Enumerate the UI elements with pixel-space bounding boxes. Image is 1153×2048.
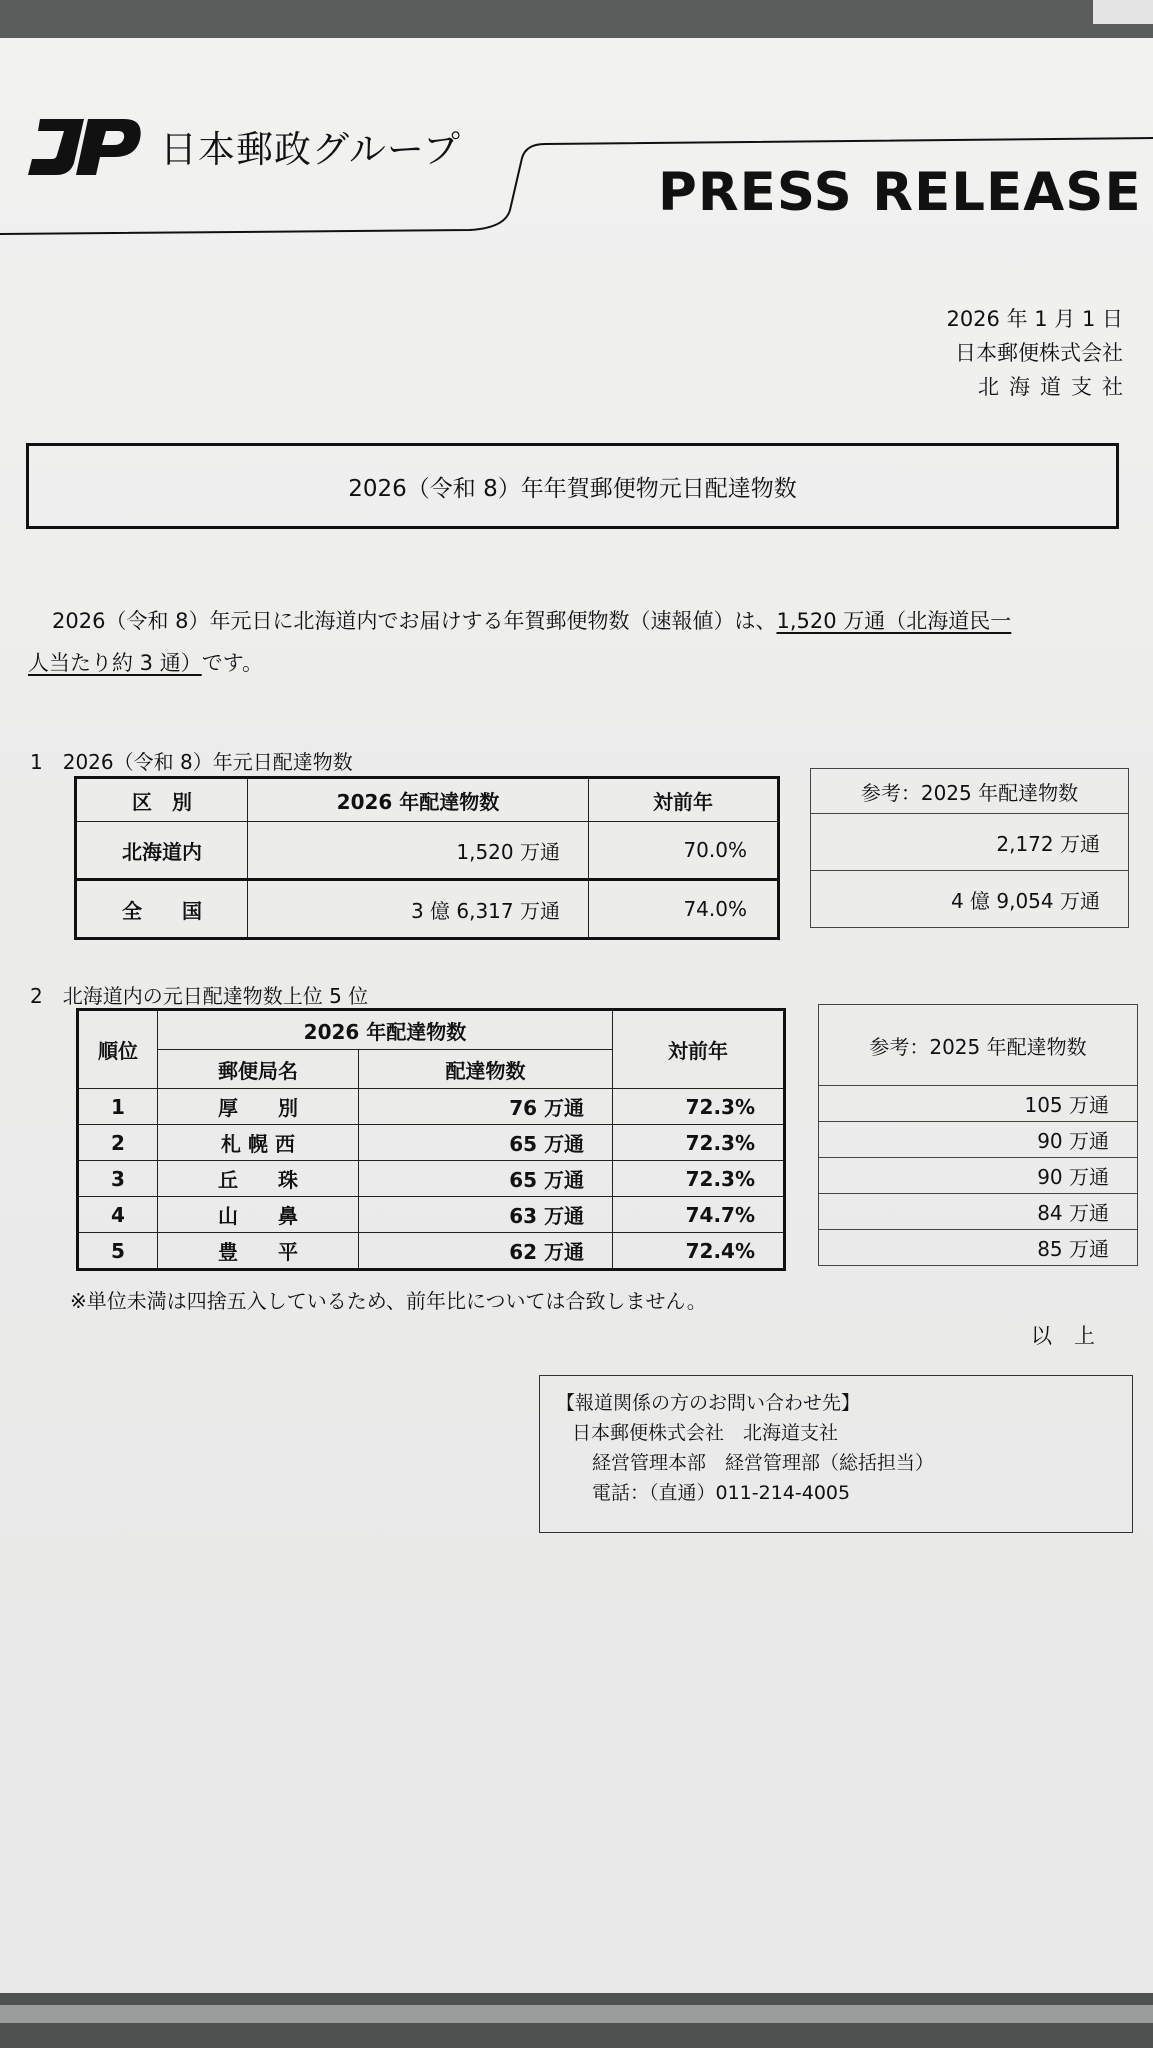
contact-box <box>539 1375 1133 1533</box>
office-cell: 丘 珠 <box>158 1161 359 1197</box>
area-cell: 北海道内 <box>76 822 248 880</box>
area-cell: 全 国 <box>76 880 248 939</box>
contact-heading: 【報道関係の方のお問い合わせ先】 <box>556 1392 861 1414</box>
yoy-cell: 72.3% <box>613 1089 785 1125</box>
rank-cell: 2 <box>78 1125 158 1161</box>
jp-group-logo <box>26 113 461 179</box>
reference-value: 4 億 9,054 万通 <box>811 871 1129 928</box>
col-count-header: 配達物数 <box>359 1050 613 1089</box>
reference-value: 90 万通 <box>819 1158 1138 1194</box>
contact-org: 日本郵便株式会社 北海道支社 <box>572 1422 839 1444</box>
intro-underlined-b: 人当たり約 3 通） <box>28 651 202 675</box>
yoy-cell: 74.7% <box>613 1197 785 1233</box>
jp-logo-icon <box>26 113 144 179</box>
table-row <box>76 880 779 939</box>
section1-heading: 1 2026（令和 8）年元日配達物数 <box>30 750 353 774</box>
end-mark: 以上 <box>1031 1324 1117 1348</box>
reference-value: 2,172 万通 <box>811 814 1129 871</box>
office-cell: 豊 平 <box>158 1233 359 1270</box>
issue-date: 2026 年 1 月 1 日 <box>946 307 1123 331</box>
count-cell: 63 万通 <box>359 1197 613 1233</box>
col-yoy-header: 対前年 <box>613 1010 785 1089</box>
col-rank-header: 順位 <box>78 1010 158 1089</box>
count-cell: 76 万通 <box>359 1089 613 1125</box>
count-cell: 62 万通 <box>359 1233 613 1270</box>
rank-cell: 1 <box>78 1089 158 1125</box>
section1-table <box>74 776 780 940</box>
intro-text-a: 2026（令和 8）年元日に北海道内でお届けする年賀郵便物数（速報値）は、 <box>52 609 777 633</box>
intro-text-b: です。 <box>201 651 264 675</box>
col-area-header: 区 別 <box>76 778 248 822</box>
reference-value: 85 万通 <box>819 1230 1138 1266</box>
col-group-header: 2026 年配達物数 <box>158 1010 613 1050</box>
yoy-cell: 72.3% <box>613 1125 785 1161</box>
intro-underlined-a: 1,520 万通（北海道民一 <box>776 609 1012 633</box>
office-cell: 厚 別 <box>158 1089 359 1125</box>
office-cell: 札 幌 西 <box>158 1125 359 1161</box>
table-row <box>78 1161 785 1197</box>
count-cell: 65 万通 <box>359 1161 613 1197</box>
intro-paragraph <box>28 600 1128 684</box>
count-cell: 65 万通 <box>359 1125 613 1161</box>
col-count-header: 2026 年配達物数 <box>248 778 589 822</box>
yoy-cell: 74.0% <box>589 880 779 939</box>
count-cell: 3 億 6,317 万通 <box>248 880 589 939</box>
section2-table <box>76 1008 786 1271</box>
issuer-company: 日本郵便株式会社 <box>955 341 1123 365</box>
reference-value: 90 万通 <box>819 1122 1138 1158</box>
reference-value: 105 万通 <box>819 1086 1138 1122</box>
reference-header: 参考：2025 年配達物数 <box>819 1005 1138 1086</box>
reference-value: 84 万通 <box>819 1194 1138 1230</box>
document-title <box>26 443 1119 529</box>
yoy-cell: 72.3% <box>613 1161 785 1197</box>
yoy-cell: 72.4% <box>613 1233 785 1270</box>
contact-dept: 経営管理本部 経営管理部（総括担当） <box>592 1452 935 1474</box>
rank-cell: 4 <box>78 1197 158 1233</box>
issuer-branch: 北海道支社 <box>978 375 1133 399</box>
count-cell: 1,520 万通 <box>248 822 589 880</box>
press-release-heading: PRESS RELEASE <box>658 162 1142 223</box>
logo-text: 日本郵政グループ <box>160 128 462 171</box>
table-row <box>78 1197 785 1233</box>
office-cell: 山 鼻 <box>158 1197 359 1233</box>
section2-reference-table <box>818 1004 1138 1266</box>
issuer-block <box>946 302 1133 404</box>
footnote: ※単位未満は四捨五入しているため、前年比については合致しません。 <box>70 1289 707 1313</box>
rank-cell: 3 <box>78 1161 158 1197</box>
rank-cell: 5 <box>78 1233 158 1270</box>
yoy-cell: 70.0% <box>589 822 779 880</box>
table-row <box>78 1233 785 1270</box>
col-yoy-header: 対前年 <box>589 778 779 822</box>
background-top <box>0 0 1153 38</box>
col-office-header: 郵便局名 <box>158 1050 359 1089</box>
contact-phone: 電話：（直通）011-214-4005 <box>592 1482 851 1504</box>
document-title-text: 2026（令和 8）年年賀郵便物元日配達物数 <box>348 475 797 502</box>
table-row <box>76 822 779 880</box>
table-row <box>78 1089 785 1125</box>
section2-heading: 2 北海道内の元日配達物数上位 5 位 <box>30 984 369 1008</box>
background-bottom <box>0 1993 1153 2048</box>
reference-header: 参考：2025 年配達物数 <box>811 769 1129 814</box>
section1-reference-table <box>810 768 1129 928</box>
table-row <box>78 1125 785 1161</box>
